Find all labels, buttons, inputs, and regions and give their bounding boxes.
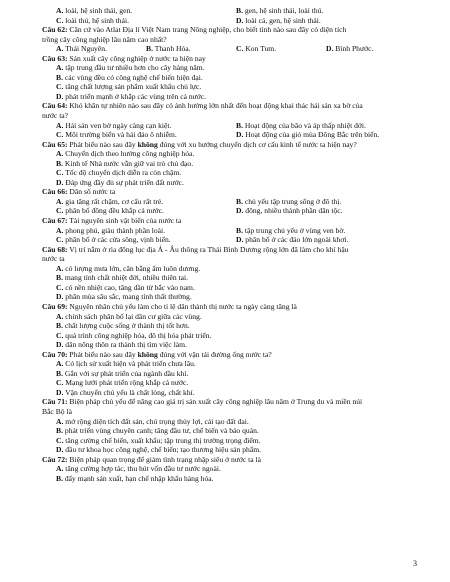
question-label: Câu 62: <box>42 25 68 35</box>
q67-option-a: A. phong phú, giàu thành phần loài. <box>56 225 166 235</box>
page-number: 3 <box>413 559 417 568</box>
question-text: Biện pháp chủ yếu để nâng cao giá trị sản xuất cây công nghiệp lâu năm ở Trung du và miền núi <box>67 397 363 407</box>
q61-option-c: C. loài thú, hệ sinh thái. <box>56 15 129 25</box>
q67-option-c: C. phân bố ở các cửa sông, vịnh biển. <box>56 235 171 245</box>
q63-option-b: B. các vùng đều có công nghệ chế biến hiện đại. <box>56 72 203 82</box>
q71-stem-cont <box>42 407 416 417</box>
q69-option-c: C. quá trình công nghiệp hóa, đô thị hóa phát triển. <box>56 330 212 340</box>
question-label: Câu 68: <box>42 244 68 254</box>
q64-option-d: D. Hoạt động của gió mùa Đông Bắc trên biển. <box>236 130 380 140</box>
q72-stem <box>42 455 416 465</box>
q71-option-c: C. tăng cường chế biến, xuất khẩu; tập trung thị trường trọng điểm. <box>56 435 261 445</box>
q66-stem <box>42 187 416 197</box>
q62-stem-cont <box>42 35 416 45</box>
q64-options-row-2 <box>42 130 416 140</box>
option-letter: D. <box>56 177 64 187</box>
question-label: Câu 70: <box>42 349 68 359</box>
q62-stem <box>42 25 416 35</box>
q67-option-d: D. phân bố ở các đảo lớn ngoài khơi. <box>236 235 349 245</box>
option-letter: B. <box>146 44 153 54</box>
q69-option-d: D. dân nông thôn ra thành thị tìm việc làm. <box>56 340 187 350</box>
q69-option-b: B. chất lượng cuộc sống ở thành thị tốt hơn. <box>56 321 190 331</box>
q69-stem <box>42 302 416 312</box>
q71-stem <box>42 397 416 407</box>
option-letter: B. <box>56 72 63 82</box>
q71-option-a: A. mở rộng diện tích đất sản, chú trọng thủy lợi, cải tạo đất đai. <box>56 416 249 426</box>
q66-options-row-2 <box>42 206 416 216</box>
q71-option-b: B. phát triển vùng chuyên canh; tăng đầu tư, chế biến và bảo quản. <box>56 426 259 436</box>
exam-questions <box>42 6 416 483</box>
option-letter: C. <box>56 82 64 92</box>
q66-option-a: A. gia tăng rất chậm, cơ cấu rất trẻ. <box>56 196 164 206</box>
q65-option-c: C. Tốc độ chuyển dịch diễn ra còn chậm. <box>56 168 182 178</box>
q64-options-row-1 <box>42 121 416 131</box>
q70-option-a: A. Có lịch sử xuất hiện và phát triển chưa lâu. <box>56 359 196 369</box>
option-letter: C. <box>56 206 64 216</box>
question-text: Căn cứ vào Atlat Địa lí Việt Nam trang Nông nghiệp, cho biết tỉnh nào sau đây có diện tích <box>67 25 347 35</box>
question-text: đúng với xu hướng chuyển dịch cơ cấu kinh tế nước ta hiện nay? <box>157 139 357 149</box>
option-letter: B. <box>236 120 243 130</box>
option-letter: A. <box>56 6 64 15</box>
q61-options-row-2 <box>42 16 416 26</box>
q64-option-c: C. Môi trường biển và hải đảo ô nhiễm. <box>56 130 177 140</box>
q61-options-row-1 <box>42 6 416 16</box>
q62-option-b: B. Thanh Hóa. <box>146 44 191 54</box>
q68-option-a: A. có lượng mưa lớn, cân bằng ẩm luôn dương. <box>56 263 201 273</box>
question-label: Câu 69: <box>42 301 68 311</box>
question-text: Khó khăn tự nhiên nào sau đây có ảnh hưởng lớn nhất đến hoạt động khai thác hải sản xa bờ của <box>67 101 363 111</box>
option-letter: A. <box>56 263 64 273</box>
option-letter: B. <box>236 225 243 235</box>
question-text: nước ta? <box>42 111 69 121</box>
option-letter: A. <box>56 120 64 130</box>
option-letter: D. <box>56 387 64 397</box>
q65-option-a: A. Chuyển dịch theo hướng công nghiệp hóa. <box>56 149 195 159</box>
emphasis-word: không <box>137 139 158 149</box>
question-text: đúng với vận tải đường ống nước ta? <box>157 349 272 359</box>
q72-option-a: A. tăng cường hợp tác, thu hút vốn đầu tư nước ngoài. <box>56 464 221 474</box>
q64-option-b: B. Hoạt động của bão và áp thấp nhiệt đới. <box>236 120 366 130</box>
option-letter: D. <box>56 340 64 350</box>
q70-stem <box>42 350 416 360</box>
q64-option-a: A. Hải sản ven bờ ngày càng cạn kiệt. <box>56 120 172 130</box>
q61-option-d: D. loài cá, gen, hệ sinh thái. <box>236 15 321 25</box>
question-text: Vị trí nằm ở rìa đông lục địa Á - Âu thông ra Thái Bình Dương rộng lớn đã làm cho khí hậu <box>67 244 349 254</box>
q66-option-b: B. chủ yếu tập trung sống ở đô thị. <box>236 196 342 206</box>
question-label: Câu 67: <box>42 216 68 226</box>
option-letter: A. <box>56 359 64 369</box>
option-letter: C. <box>56 282 64 292</box>
q63-stem <box>42 54 416 64</box>
q62-option-c: C. Kon Tum. <box>236 44 277 54</box>
q70-option-b: B. Gắn với sự phát triển của ngành dầu khí. <box>56 368 189 378</box>
question-text: Dân số nước ta <box>67 187 116 197</box>
q63-option-a: A. tập trung đầu tư nhiều hơn cho cây hàng năm. <box>56 63 205 73</box>
option-letter: D. <box>56 292 64 302</box>
option-letter: C. <box>56 168 64 178</box>
option-letter: A. <box>56 225 64 235</box>
option-letter: C. <box>56 130 64 140</box>
q61-option-b: B. gen, hệ sinh thái, loài thú. <box>236 6 324 15</box>
q65-option-b: B. Kinh tế Nhà nước vẫn giữ vai trò chủ đạo. <box>56 158 194 168</box>
option-letter: A. <box>56 63 64 73</box>
option-letter: C. <box>56 330 64 340</box>
q68-option-c: C. có nền nhiệt cao, tăng dần từ bắc vào nam. <box>56 282 195 292</box>
q64-stem-cont <box>42 111 416 121</box>
question-text: Sản xuất cây công nghiệp ở nước ta hiện nay <box>67 53 206 63</box>
q62-option-d: D. Bình Phước. <box>326 44 374 54</box>
option-letter: B. <box>56 273 63 283</box>
option-letter: A. <box>56 464 64 474</box>
option-letter: A. <box>56 416 64 426</box>
q68-stem <box>42 245 416 255</box>
q65-option-d: D. Đáp ứng đầy đủ sự phát triển đất nước. <box>56 177 184 187</box>
option-letter: C. <box>56 378 64 388</box>
q66-option-c: C. phân bố đồng đều khắp cả nước. <box>56 206 164 216</box>
option-letter: D. <box>236 15 244 25</box>
q70-option-d: D. Vận chuyển chủ yếu là chất lỏng, chất khí. <box>56 387 195 397</box>
emphasis-word: không <box>137 349 158 359</box>
q68-option-b: B. mang tính chất nhiệt đới, nhiều thiên tai. <box>56 273 189 283</box>
q63-option-d: D. phát triển mạnh ở khắp các vùng trên cả nước. <box>56 91 207 101</box>
option-letter: C. <box>56 435 64 445</box>
q68-stem-cont <box>42 254 416 264</box>
q65-stem <box>42 140 416 150</box>
option-letter: C. <box>56 15 64 25</box>
q63-option-c: C. tăng chất lượng sản phẩm xuất khẩu chủ lực. <box>56 82 202 92</box>
question-text: Phát biểu nào sau đây <box>67 139 138 149</box>
question-text: Phát biểu nào sau đây <box>67 349 138 359</box>
option-letter: A. <box>56 196 64 206</box>
option-letter: B. <box>56 368 63 378</box>
q67-options-row-1 <box>42 226 416 236</box>
question-label: Câu 71: <box>42 397 68 407</box>
q67-stem <box>42 216 416 226</box>
question-text: Biện pháp quan trọng để giảm tình trạng nhập siêu ở nước ta là <box>67 454 262 464</box>
q62-options <box>42 44 416 54</box>
option-letter: D. <box>236 235 244 245</box>
q66-option-d: D. đông, nhiều thành phần dân tộc. <box>236 206 343 216</box>
question-text: Bắc Bộ là <box>42 406 72 416</box>
option-letter: B. <box>56 426 63 436</box>
q67-option-b: B. tập trung chủ yếu ở vùng ven bờ. <box>236 225 346 235</box>
option-letter: D. <box>236 206 244 216</box>
question-text: trồng cây công nghiệp lâu năm cao nhất? <box>42 34 167 44</box>
q64-stem <box>42 101 416 111</box>
question-label: Câu 65: <box>42 139 68 149</box>
q68-option-d: D. phân mùa sâu sắc, mang tính thất thường. <box>56 292 192 302</box>
question-text: nước ta <box>42 254 65 264</box>
option-letter: D. <box>236 130 244 140</box>
q69-option-a: A. chính sách phân bố lại dân cư giữa các vùng. <box>56 311 202 321</box>
option-letter: A. <box>56 311 64 321</box>
option-letter: B. <box>56 321 63 331</box>
q61-option-a: A. loài, hệ sinh thái, gen. <box>56 6 133 15</box>
option-letter: D. <box>326 44 334 54</box>
q71-option-d: D. đầu tư khoa học công nghệ, chế biến; tạo thương hiệu sản phẩm. <box>56 445 262 455</box>
option-letter: A. <box>56 44 64 54</box>
option-letter: C. <box>56 235 64 245</box>
option-letter: D. <box>56 91 64 101</box>
option-letter: B. <box>56 473 63 483</box>
option-letter: D. <box>56 445 64 455</box>
q62-option-a: A. Thái Nguyên. <box>56 44 107 54</box>
option-letter: B. <box>236 196 243 206</box>
q66-options-row-1 <box>42 197 416 207</box>
option-letter: B. <box>236 6 243 15</box>
question-label: Câu 66: <box>42 187 68 197</box>
option-letter: A. <box>56 149 64 159</box>
q72-option-b: B. đẩy mạnh sản xuất, hạn chế nhập khẩu hàng hóa. <box>56 473 214 483</box>
q70-option-c: C. Mạng lưới phát triển rộng khắp cả nước. <box>56 378 189 388</box>
option-letter: C. <box>236 44 244 54</box>
question-text: Tài nguyên sinh vật biển của nước ta <box>67 216 182 226</box>
question-label: Câu 72: <box>42 454 68 464</box>
q67-options-row-2 <box>42 235 416 245</box>
question-label: Câu 64: <box>42 101 68 111</box>
option-letter: B. <box>56 158 63 168</box>
question-text: Nguyên nhân chủ yếu làm cho tỉ lệ dân thành thị nước ta ngày càng tăng là <box>67 301 297 311</box>
question-label: Câu 63: <box>42 53 68 63</box>
